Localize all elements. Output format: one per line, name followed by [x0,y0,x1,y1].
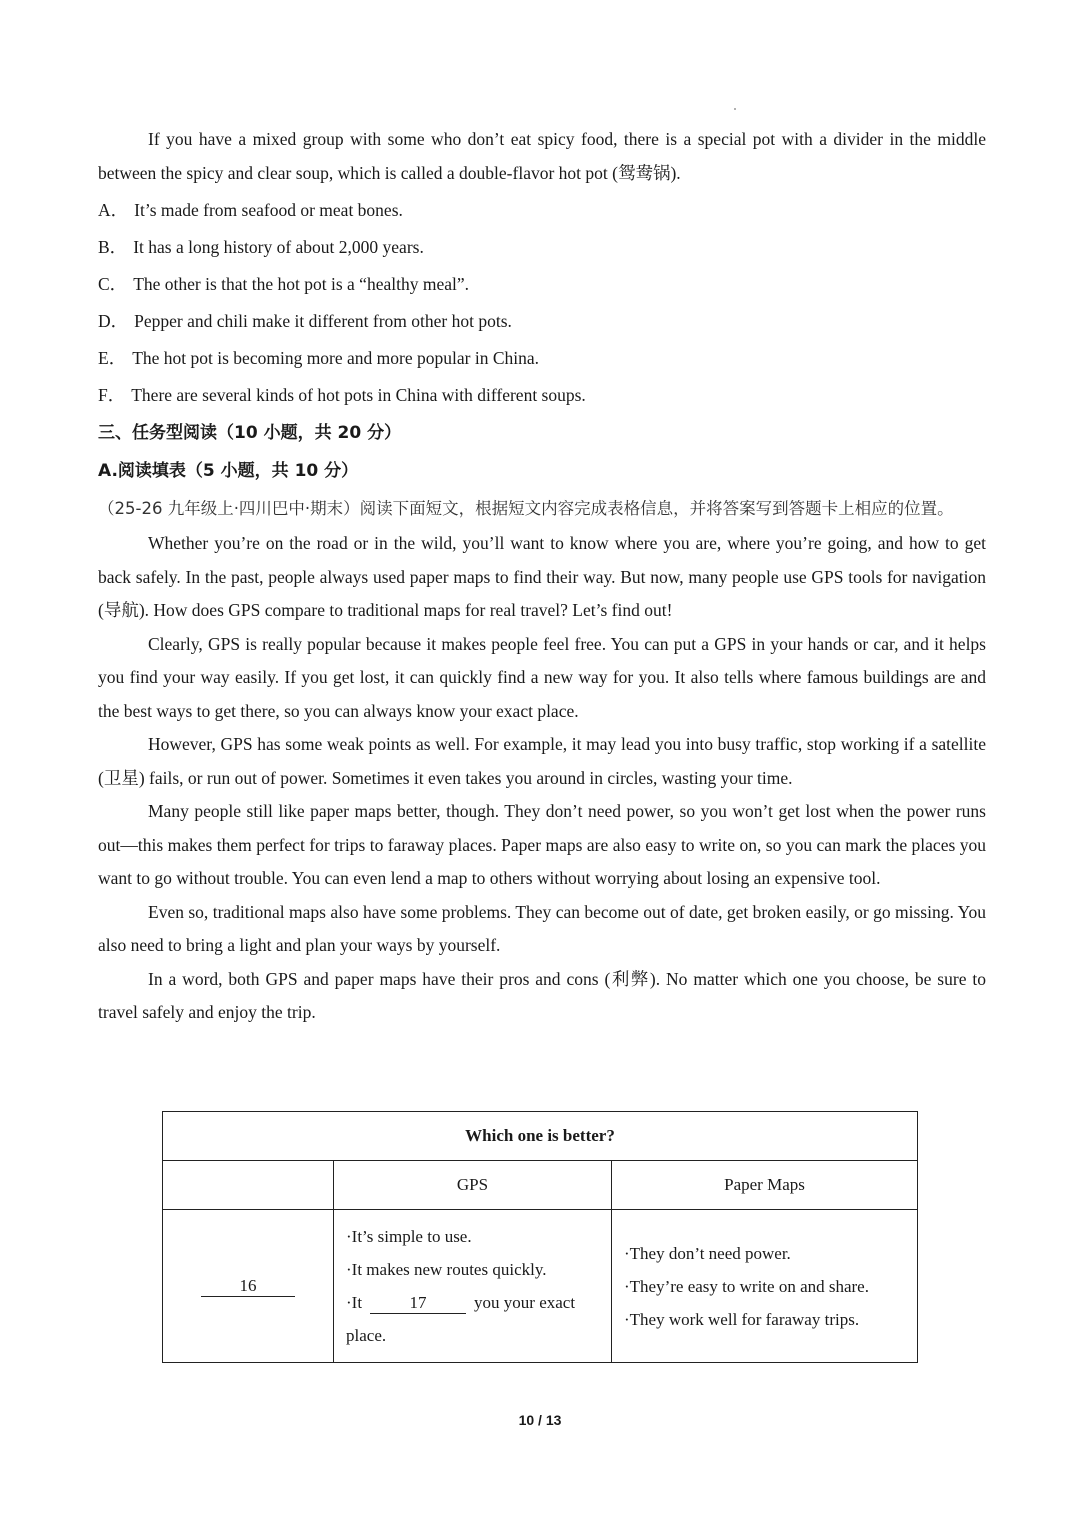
option-text: It’s made from seafood or meat bones. [134,200,403,220]
gps-point-prefix: ·It [346,1293,363,1312]
option-letter: A． [98,200,129,220]
blank-cell-16 [163,1210,334,1363]
option-b [98,229,986,266]
option-text: It has a long history of about 2,000 years. [133,237,424,257]
comparison-table [162,1111,918,1363]
option-text: The hot pot is becoming more and more popular in China. [132,348,539,368]
option-letter: C． [98,274,128,294]
gps-point-with-blank [346,1286,601,1352]
option-text: There are several kinds of hot pots in China with different soups. [131,385,586,405]
gps-point: ·It makes new routes quickly. [346,1260,547,1279]
answer-blank-16[interactable]: 16 [201,1276,295,1297]
table-header-gps: GPS [334,1161,612,1210]
section-heading: 三、任务型阅读（10 小题，共 20 分） [98,423,402,443]
page-number: 10 / 13 [518,1412,562,1428]
map-point: ·They work well for faraway trips. [624,1309,860,1329]
passage-paragraph: Clearly, GPS is really popular because it makes people feel free. You can put a GPS in your hands or car, and it helps you find your way easily. If you get lost, it can quickly find a new way for you. It also tells where famous buildings are and the best ways to get there, so you can always know your exact place. [98,633,986,721]
passage-paragraph: However, GPS has some weak points as well. For example, it may lead you into busy traffic, stop working if a satellite (卫星) fails, or run out of power. Sometimes it even takes you around in circles, wasting your time. [98,734,986,788]
option-text: The other is that the hot pot is a “healthy meal”. [133,274,469,294]
table-header-empty [163,1161,334,1210]
gps-point-suffix: you your exact place. [346,1293,576,1345]
option-letter: F． [98,385,126,405]
option-letter: D． [98,311,129,331]
answer-blank-17[interactable]: 17 [370,1293,466,1314]
gps-point: ·It’s simple to use. [346,1227,472,1246]
passage-paragraph: Whether you’re on the road or in the wild, you’ll want to know where you are, where you’re going, and how to get back safely. In the past, people always used paper maps to find their way. But now, many people use GPS tools for navigation (导航). How does GPS compare to traditional maps for real travel? Let’s find out! [98,533,986,620]
paper-map-points-cell [612,1210,918,1363]
option-c [98,266,986,303]
options-list [98,192,986,414]
section-subheading: A.阅读填表（5 小题，共 10 分） [98,461,359,481]
map-point: ·They don’t need power. [624,1243,791,1263]
passage-paragraph: In a word, both GPS and paper maps have their pros and cons (利弊). No matter which one you choose, be sure to travel safely and enjoy the trip. [98,968,986,1022]
passage-paragraph: Many people still like paper maps better, though. They don’t need power, so you won’t get lost when the power runs out—this makes them perfect for trips to faraway places. Paper maps are also easy to write on, so you can mark the places you want to go without trouble. You can even lend a map to others without worrying about losing an expensive tool. [98,801,986,888]
option-f [98,377,986,414]
option-d [98,303,986,340]
document-body [98,122,986,1030]
intro-paragraph: If you have a mixed group with some who don’t eat spicy food, there is a special pot with a divider in the middle between the spicy and clear soup, which is called a double-flavor hot pot (鸳鸯锅). [98,129,986,183]
scan-speck [734,108,736,110]
passage-paragraph: Even so, traditional maps also have some problems. They can become out of date, get broken easily, or go missing. You also need to bring a light and plan your ways by yourself. [98,901,986,955]
option-a [98,192,986,229]
option-letter: B． [98,237,128,257]
table-header-paper-maps: Paper Maps [612,1161,918,1210]
option-e [98,340,986,377]
reading-passage [98,527,986,1030]
option-text: Pepper and chili make it different from other hot pots. [134,311,512,331]
map-point: ·They’re easy to write on and share. [624,1276,869,1296]
option-letter: E． [98,348,127,368]
gps-points-cell [334,1210,612,1363]
table-title: Which one is better? [163,1112,918,1161]
question-source: （25-26 九年级上·四川巴中·期末）阅读下面短文，根据短文内容完成表格信息，并将答案写到答题卡上相应的位置。 [98,499,954,518]
